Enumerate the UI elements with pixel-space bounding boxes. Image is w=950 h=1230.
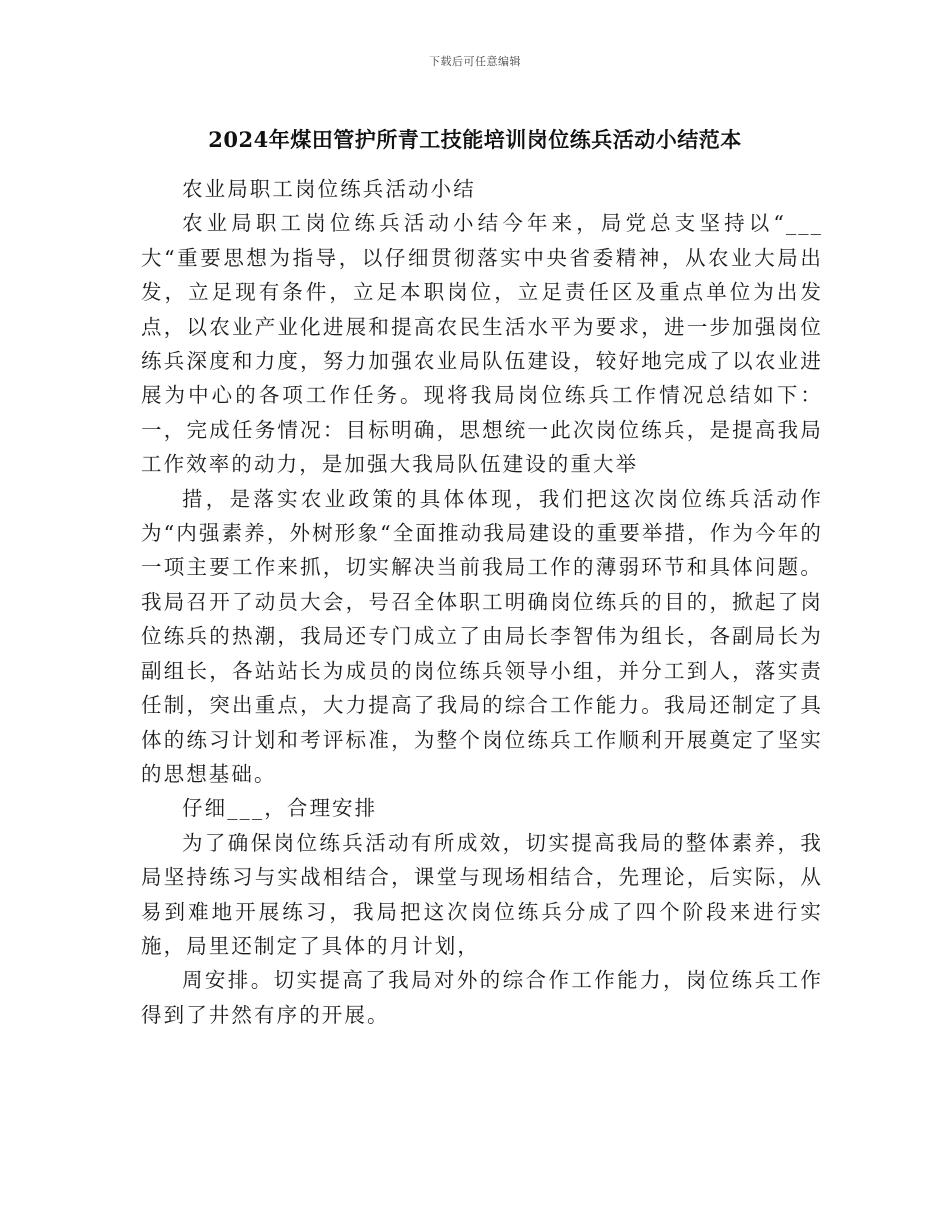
paragraph-measures: 措，是落实农业政策的具体体现，我们把这次岗位练兵活动作为“内强素养，外树形象“全面推动我局建设的重要举措，作为今年的一项主要工作来抓，切实解决当前我局工作的薄弱环节和具体问题。我局召开了动员大会，号召全体职工明确岗位练兵的目的，掀起了岗位练兵的热潮，我局还专门成立了由局长李智伟为组长，各副局长为副组长，各站站长为成员的岗位练兵领导小组，并分工到人，落实责任制，突出重点，大力提高了我局的综合工作能力。我局还制定了具体的练习计划和考评标准，为整个岗位练兵工作顺利开展奠定了坚实的思想基础。 bbox=[141, 486, 823, 786]
paragraph-intro: 农业局职工岗位练兵活动小结今年来，局党总支坚持以“___大“重要思想为指导，以仔细贯彻落实中央省委精神，从农业大局出发，立足现有条件，立足本职岗位，立足责任区及重点单位为出发点，以农业产业化进展和提高农民生活水平为要求，进一步加强岗位练兵深度和力度，努力加强农业局队伍建设，较好地完成了以农业进展为中心的各项工作任务。现将我局岗位练兵工作情况总结如下：一，完成任务情况：目标明确，思想统一此次岗位练兵，是提高我局工作效率的动力，是加强大我局队伍建设的重大举 bbox=[141, 211, 823, 477]
paragraph-subtitle: 农业局职工岗位练兵活动小结 bbox=[182, 177, 476, 201]
document-title: 2024年煤田管护所青工技能培训岗位练兵活动小结范本 bbox=[208, 127, 742, 152]
header-note: 下载后可任意编辑 bbox=[429, 55, 521, 68]
paragraph-section-heading: 仔细___，合理安排 bbox=[182, 796, 378, 821]
paragraph-closing: 周安排。切实提高了我局对外的综合作工作能力，岗位练兵工作得到了井然有序的开展。 bbox=[141, 968, 823, 1027]
paragraph-training: 为了确保岗位练兵活动有所成效，切实提高我局的整体素养，我局坚持练习与实战相结合，课堂与现场相结合，先理论，后实际，从易到难地开展练习，我局把这次岗位练兵分成了四个阶段来进行实施，局里还制定了具体的月计划， bbox=[141, 830, 823, 958]
document-body bbox=[141, 172, 823, 1032]
